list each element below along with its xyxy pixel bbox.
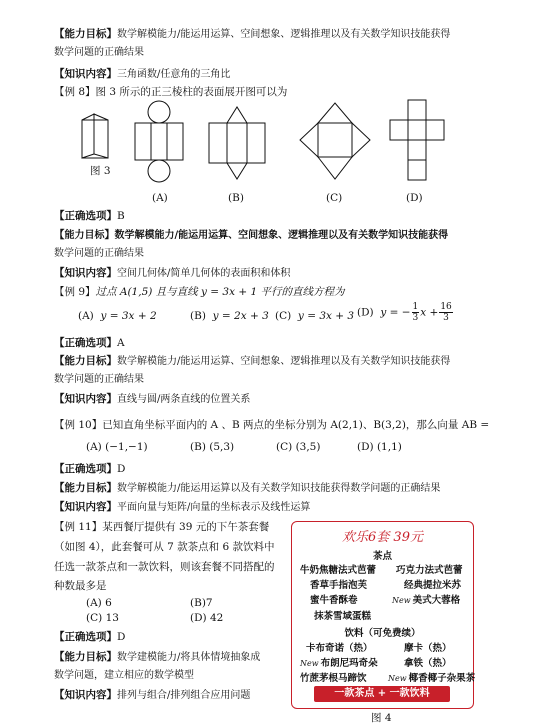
ex9-option-a: (A) y = 3x + 2 <box>78 310 157 322</box>
ability-line: 【能力目标】数学解模能力/能运用运算、空间想象、逻辑推理以及有关数学知识技能获得 <box>54 28 451 40</box>
net-b-label: (B) <box>228 192 244 204</box>
example-11-question-cont: （如图 4），此套餐可从 7 款茶点和 6 款饮料中 <box>54 541 275 553</box>
tea-item: 蜜牛香酥卷 <box>310 595 358 606</box>
net-a-figure <box>135 100 185 190</box>
figure-3-label: 图 3 <box>90 165 111 177</box>
tea-item: 香草手指泡芙 <box>310 580 368 591</box>
net-c-label: (C) <box>326 192 343 204</box>
ex10-option-d: (D) (1,1) <box>357 441 402 453</box>
ex11-option-c: (C) 13 <box>86 612 119 624</box>
example-11-question: 【例 11】某西餐厅提供有 39 元的下午茶套餐 <box>54 521 270 533</box>
tea-item: 抹茶雪域蛋糕 <box>314 611 372 622</box>
answer-line: 【正确选项】A <box>54 337 125 349</box>
ex10-option-c: (C) (3,5) <box>276 441 321 453</box>
tea-item: 巧克力法式芭蕾 <box>396 565 463 576</box>
tea-item: 经典提拉米苏 <box>404 580 462 591</box>
drink-item-new: New 椰香椰子杂果茶 <box>388 673 476 684</box>
example-8-question: 【例 8】图 3 所示的正三棱柱的表面展开图可以为 <box>54 86 288 98</box>
ability-line: 【能力目标】数学解模能力/能运用运算、空间想象、逻辑推理以及有关数学知识技能获得 <box>54 229 449 241</box>
net-d-figure <box>388 100 448 186</box>
ex9-option-b: (B) y = 2x + 3 <box>190 310 269 322</box>
tea-menu-figure <box>291 521 474 709</box>
answer-line: 【正确选项】D <box>54 631 126 643</box>
knowledge-line: 【知识内容】平面向量与矩阵/向量的坐标表示及线性运算 <box>54 501 311 513</box>
example-10-question: 【例 10】已知直角坐标平面内的 A 、B 两点的坐标分别为 A(2,1)、B(3,2)，那么向量 AB = <box>54 419 490 431</box>
drink-item: 拿铁（热） <box>404 658 452 669</box>
drink-item: 竹蔗茅根马蹄饮 <box>300 673 367 684</box>
net-d-label: (D) <box>406 192 423 204</box>
ability-line: 【能力目标】数学解模能力/能运用运算、空间想象、逻辑推理以及有关数学知识技能获得 <box>54 355 451 367</box>
drink-header: 饮料（可免费续） <box>344 628 421 639</box>
menu-bottom-bar: 一款茶点 + 一款饮料 <box>314 686 450 702</box>
ex10-option-b: (B) (5,3) <box>190 441 235 453</box>
example-11-question-cont: 任选一款茶点和一款饮料，则该套餐不同搭配的 <box>54 561 275 573</box>
ex11-option-d: (D) 42 <box>190 612 224 624</box>
answer-line: 【正确选项】D <box>54 463 126 475</box>
ability-line-cont: 数学问题的正确结果 <box>54 47 144 58</box>
ability-line: 【能力目标】数学解模能力/能运用运算以及有关数学知识技能获得数学问题的正确结果 <box>54 482 441 494</box>
ability-line-cont: 数学问题，建立相应的数学模型 <box>54 670 194 681</box>
drink-item: 卡布奇诺（热） <box>306 643 373 654</box>
answer-line: 【正确选项】B <box>54 210 125 222</box>
ability-line-cont: 数学问题的正确结果 <box>54 248 144 259</box>
ability-line-cont: 数学问题的正确结果 <box>54 374 144 385</box>
figure-4-label: 图 4 <box>371 712 392 724</box>
ex11-option-a: (A) 6 <box>86 597 112 609</box>
knowledge-line: 【知识内容】三角函数/任意角的三角比 <box>54 68 231 80</box>
tea-item-new: New 美式大蓉格 <box>392 595 461 606</box>
menu-title: 欢乐6套 39元 <box>342 530 423 545</box>
tea-item: 牛奶焦糖法式芭蕾 <box>300 565 377 576</box>
ex9-option-c: (C) y = 3x + 3 <box>275 310 355 322</box>
ex10-option-a: (A) (−1,−1) <box>86 441 148 453</box>
ex9-option-d: (D) y = − $\frac{1}{3}$ x + $\frac{16}{3}$ <box>357 302 452 323</box>
example-9-question: 【例 9】过点 A(1,5) 且与直线 y = 3x + 1 平行的直线方程为 <box>54 286 345 298</box>
prism-figure <box>80 112 120 162</box>
ex11-option-b: (B)7 <box>190 597 213 609</box>
knowledge-line: 【知识内容】排列与组合/排列组合应用问题 <box>54 689 251 701</box>
net-a-label: (A) <box>152 192 168 204</box>
knowledge-line: 【知识内容】空间几何体/简单几何体的表面积和体积 <box>54 267 291 279</box>
tea-header: 茶点 <box>372 551 392 562</box>
example-11-question-cont: 种数最多是 <box>54 580 107 592</box>
net-c-figure <box>300 101 370 187</box>
drink-item-new: New 布朗尼玛奇朵 <box>300 658 378 669</box>
knowledge-line: 【知识内容】直线与圆/两条直线的位置关系 <box>54 393 251 405</box>
ability-line: 【能力目标】数学建模能力/将具体情境抽象成 <box>54 651 261 663</box>
drink-item: 摩卡（热） <box>404 643 452 654</box>
net-b-figure <box>207 105 267 185</box>
